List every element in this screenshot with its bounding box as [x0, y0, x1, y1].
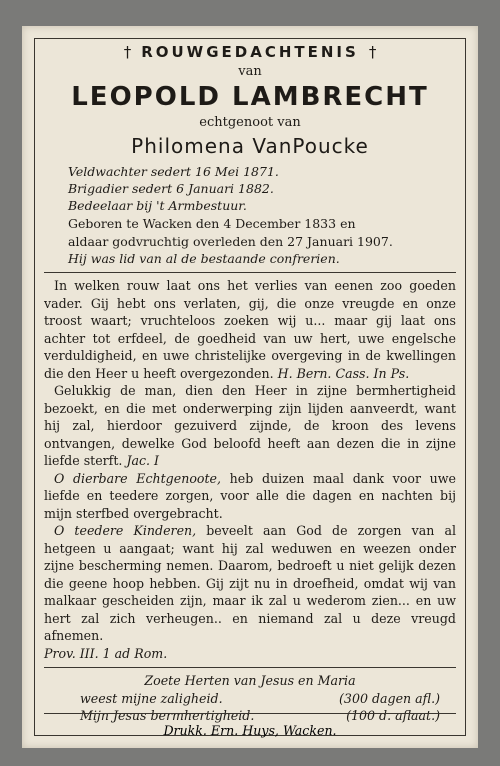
confrerien-line: Hij was lid van al de bestaande confrerien. — [68, 251, 340, 266]
citation: Jac. I — [126, 453, 160, 468]
spouse-label: echtgenoot van — [199, 115, 301, 130]
van-label: van — [238, 64, 262, 79]
divider — [44, 713, 456, 714]
divider — [44, 272, 456, 273]
printer-credit: Drukk. Ern. Huys, Wacken. — [163, 723, 337, 738]
address-children: O teedere Kinderen, — [54, 523, 197, 538]
paragraph: O dierbare Echtgenoote, heb duizen maal dank voor uwe liefde en teedere zorgen, voor alle die dagen en nachten bij mijn sterfbed overgebracht. — [44, 470, 456, 521]
memorial-text — [44, 277, 456, 662]
prayer-line: Mijn Jesus bermhertigheid. (100 d. aflaat.) — [80, 708, 440, 723]
indulgence: (300 dagen afl.) — [339, 690, 440, 706]
deceased-name: LEOPOLD LAMBRECHT — [71, 82, 429, 112]
cross-icon-left: † — [123, 43, 132, 61]
career-title: Brigadier sedert 6 Januari 1882. — [68, 181, 274, 196]
card-content — [44, 42, 456, 725]
card-title: ROUWGEDACHTENIS — [141, 43, 359, 61]
divider — [44, 667, 456, 668]
citation: H. Bern. Cass. In Ps. — [277, 365, 410, 381]
career-title: Bedeelaar bij 't Armbestuur. — [68, 198, 247, 213]
prayer-line: Zoete Herten van Jesus en Maria — [144, 673, 356, 688]
address-spouse: O dierbare Echtgenoote, — [54, 470, 221, 486]
card-title-line — [44, 42, 456, 62]
paragraph: Gelukkig de man, dien den Heer in zijne bermhertigheid bezoekt, en die met onderwerping zijn lijden aanveerdt, want hij zal, hierdoor gezuiverd zijnde, de kroon des levens ontvangen, dewelke God beloofd heeft aan dezen die in zijne liefde sterft. Jac. I — [44, 383, 456, 468]
paragraph: O teedere Kinderen, beveelt aan God de zorgen van al hetgeen u aangaat; want hij zal weduwen en weezen onder zijne bescherming nemen. Daarom, bedroeft u niet gelijk dezen die geene hoop hebben. Gij zijt nu in droefheid, omdat wij van malkaar gescheiden zijn, maar ik zal u wederom zien... en uw hert zal zich verheugen.. en niemand zal u deze vreugd afnemen. — [44, 523, 456, 643]
birth-death-line-2: aldaar godvruchtig overleden den 27 Januari 1907. — [68, 234, 393, 249]
indulgence: (100 d. aflaat.) — [346, 708, 440, 723]
paragraph: In welken rouw laat ons het verlies van eenen zoo goeden vader. Gij hebt ons verlaten, gij, die onze vreugde en onze troost waart; vruchteloos zoeken wij u... maar gij laat ons achter tot erfdeel, de goedheid van uw hert, uwe engelsche verduldigheid, en uwe christelijke overgeving in de kwellingen die den Heer u heeft overgezonden. H. Bern. Cass. In Ps. — [44, 278, 456, 381]
birth-death-line-1: Geboren te Wacken den 4 December 1833 en — [68, 216, 356, 231]
citation: Prov. III. 1 ad Rom. — [44, 645, 168, 661]
paragraph — [44, 645, 456, 663]
memorial-card — [22, 26, 478, 748]
career-titles — [68, 163, 456, 214]
career-title: Veldwachter sedert 16 Mei 1871. — [68, 164, 279, 179]
spouse-name: Philomena VanPoucke — [131, 134, 369, 158]
cross-icon-right: † — [368, 43, 377, 61]
prayer-line: weest mijne zaligheid. (300 dagen afl.) — [80, 690, 440, 706]
